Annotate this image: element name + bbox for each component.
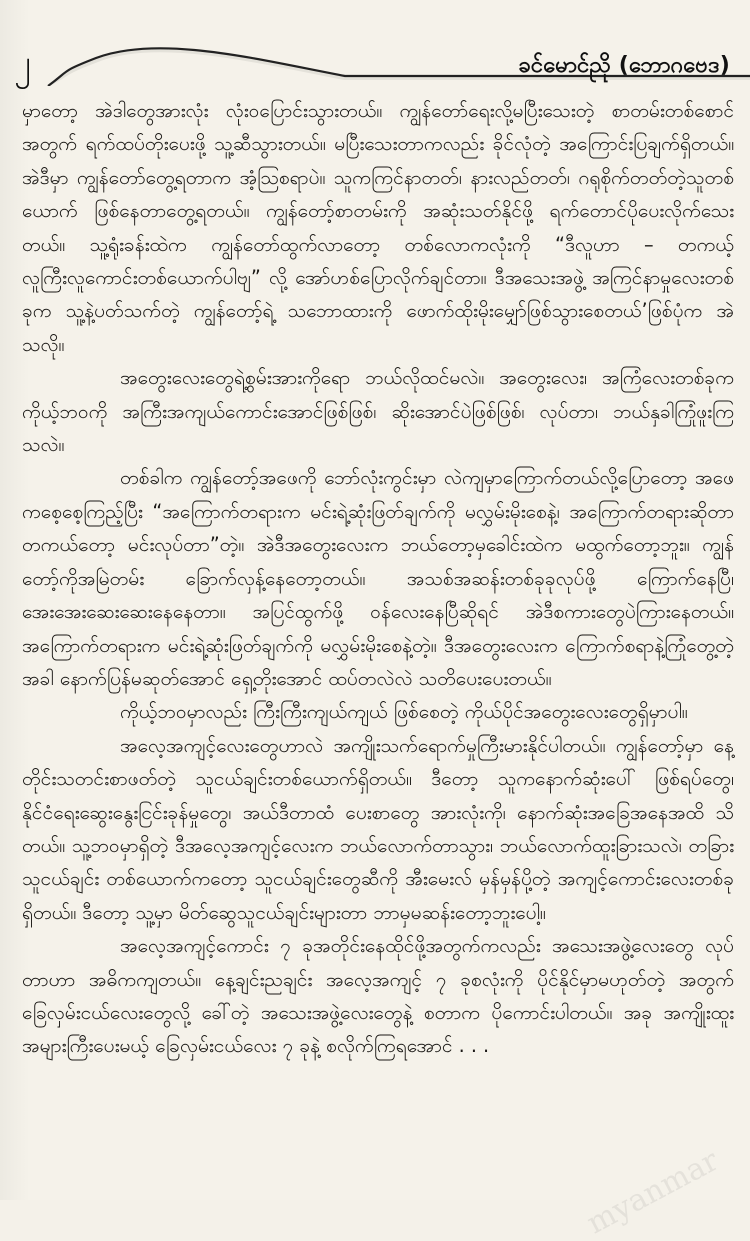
paragraph: အလေ့အကျင့်ကောင်း ၇ ခုအတိုင်းနေထိုင်ဖို့အတွက်ကလည်း အသေးအဖွဲ့လေးတွေ လုပ်တာဟာ အဓိကကျတယ်။ နေ့ချင်းညချင်း အလေ့အကျင့် ၇ ခုစလုံးကို ပိုင်နိုင်မှာမဟုတ်တဲ့ အတွက် ခြေလှမ်းငယ်လေးတွေလို့ ခေါ်တဲ့ အသေးအဖွဲ့လေးတွေနဲ့ စတာက ပိုကောင်းပါတယ်။ အခု အကျိုးထူးအများကြီးပေးမယ့် ခြေလှမ်းငယ်လေး ၇ ခုနဲ့ စလိုက်ကြရအောင် . . . xyxy=(22,934,734,1058)
paragraph: မှာတော့ အဲဒါတွေအားလုံး လုံးဝပြောင်းသွားတယ်။ ကျွန်တော်ရေးလို့မပြီးသေးတဲ့ စာတမ်းတစ်စောင်အတွက် ရက်ထပ်တိုးပေးဖို့ သူ့ဆီသွားတယ်။ မပြီးသေးတာကလည်း ခိုင်လုံတဲ့ အကြောင်းပြချက်ရှိတယ်။ အဲဒီမှာ ကျွန်တော်တွေ့ရတာက အံ့သြစရာပဲ။ သူကကြင်နာတတ်၊ နားလည်တတ်၊ ဂရုစိုက်တတ်တဲ့သူတစ်ယောက် ဖြစ်နေတာတွေ့ရတယ်။ ကျွန်တော့်စာတမ်းကို အဆုံးသတ်နိုင်ဖို့ ရက်တောင်ပိုပေးလိုက်သေးတယ်။ သူ့ရုံးခန်းထဲက ကျွန်တော်ထွက်လာတော့ တစ်လောကလုံးကို “ဒီလူဟာ – တကယ့် လူကြီးလူကောင်းတစ်ယောက်ပါဗျ” လို့ အော်ဟစ်ပြောလိုက်ချင်တာ။ ဒီအသေးအဖွဲ့ အကြင်နာမှုလေးတစ်ခုက သူ့နဲ့ပတ်သက်တဲ့ ကျွန်တော့်ရဲ့ သဘောထားကို ဖောက်ထိုးမိုးမျှော်ဖြစ်သွားစေတယ်’ဖြစ်ပုံက အဲသလို။ xyxy=(22,99,734,356)
paragraph: အလေ့အကျင့်လေးတွေဟာလဲ အကျိုးသက်ရောက်မှုကြီးမားနိုင်ပါတယ်။ ကျွန်တော့်မှာ နေ့တိုင်းသတင်းစာဖတ်တဲ့ သူငယ်ချင်းတစ်ယောက်ရှိတယ်။ ဒီတော့ သူကနောက်ဆုံးပေါ် ဖြစ်ရပ်တွေ၊ နိုင်ငံရေးဆွေးနွေးငြင်းခုန်မှုတွေ၊ အယ်ဒီတာထံ ပေးစာတွေ အားလုံးကို၊ နောက်ဆုံးအခြေအနေအထိ သိတယ်။ သူ့ဘဝမှာရှိတဲ့ ဒီအလေ့အကျင့်လေးက ဘယ်လောက်တာသွား၊ ဘယ်လောက်ထူးခြားသလဲ၊ တခြားသူငယ်ချင်း တစ်ယောက်ကတော့ သူငယ်ချင်းတွေဆီကို အီးမေးလ် မှန်မှန်ပို့တဲ့ အကျင့်ကောင်းလေးတစ်ခုရှိတယ်။ ဒီတော့ သူ့မှာ မိတ်ဆွေသူငယ်ချင်းများတာ ဘာမှမဆန်းတော့ဘူးပေါ့။ xyxy=(22,733,734,924)
page-header xyxy=(0,0,750,86)
running-title: ခင်မောင်ညို (ဘောဂဗေဒ) xyxy=(518,53,730,78)
body-text xyxy=(22,94,734,1063)
paragraph: တစ်ခါက ကျွန်တော့်အဖေကို ဘော်လုံးကွင်းမှာ လဲကျမှာကြောက်တယ်လို့ပြောတော့ အဖေကစေ့စေ့ကြည့်ပြီး “အကြောက်တရားက မင်းရဲ့ဆုံးဖြတ်ချက်ကို မလွှမ်းမိုးစေနဲ့၊ အကြောက်တရားဆိုတာ တကယ်တော့ မင်းလုပ်တာ”တဲ့။ အဲဒီအတွေးလေးက ဘယ်တော့မှခေါင်းထဲက မထွက်တော့ဘူး။ ကျွန်တော့်ကိုအမြဲတမ်း ခြောက်လှန့်နေတော့တယ်။ အသစ်အဆန်းတစ်ခုခုလုပ်ဖို့ ကြောက်နေပြီ၊ အေးအေးဆေးဆေးနေနေတာ။ အပြင်ထွက်ဖို့ ဝန်လေးနေပြီဆိုရင် အဲဒီစကားတွေပဲကြားနေတယ်။ အကြောက်တရားက မင်းရဲ့ဆုံးဖြတ်ချက်ကို မလွှမ်းမိုးစေနဲ့တဲ့။ ဒီအတွေးလေးက ကြောက်စရာနဲ့ကြုံတွေ့တဲ့အခါ နောက်ပြန်မဆုတ်အောင် ရှေ့တိုးအောင် ထပ်တလဲလဲ သတိပေးပေးတယ်။ xyxy=(22,466,734,690)
watermark: myanmar xyxy=(581,1143,724,1241)
paragraph: အတွေးလေးတွေရဲ့စွမ်းအားကိုရော ဘယ်လိုထင်မလဲ။ အတွေးလေး၊ အကြံလေးတစ်ခုက ကိုယ့်ဘဝကို အကြီးအကျယ်ကောင်းအောင်ဖြစ်ဖြစ်၊ ဆိုးအောင်ပဲဖြစ်ဖြစ်၊ လုပ်တာ၊ ဘယ်နှခါကြုံဖူးကြသလဲ။ xyxy=(22,366,734,457)
paragraph: ကိုယ့်ဘဝမှာလည်း ကြီးကြီးကျယ်ကျယ် ဖြစ်စေတဲ့ ကိုယ်ပိုင်အတွေးလေးတွေရှိမှာပါ။ xyxy=(120,700,688,724)
page-number: ၂ xyxy=(14,43,31,83)
